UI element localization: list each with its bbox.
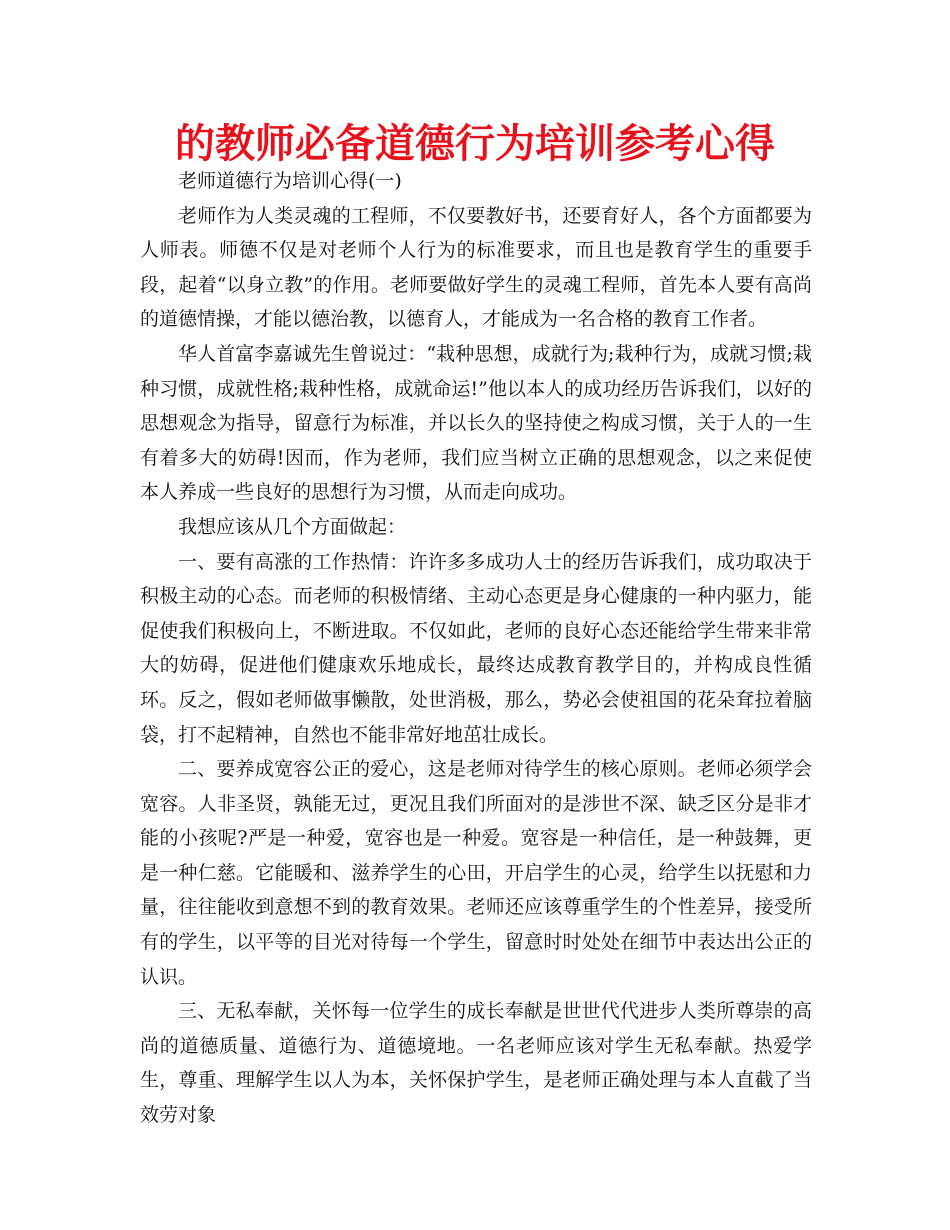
document-title: 的教师必备道德行为培训参考心得 [175,121,775,167]
body-paragraph: 二、要养成宽容公正的爱心，这是老师对待学生的核心原则。老师必须学会宽容。人非圣贤，孰能无过，更况且我们所面对的是涉世不深、缺乏区分是非才能的小孩呢?严是一种爱，宽容也是一种爱。宽容是一种信任，是一种鼓舞，更是一种仁慈。它能暖和、滋养学生的心田，开启学生的心灵，给学生以抚慰和力量，往往能收到意想不到的教育效果。老师还应该尊重学生的个性差异，接受所有的学生，以平等的目光对待每一个学生，留意时时处处在细节中表达出公正的认识。 [140,758,812,988]
subtitle-paragraph: 老师道德行为培训心得(一) [178,170,402,192]
document-body [140,164,812,1133]
body-paragraph: 我想应该从几个方面做起： [178,515,407,538]
body-paragraph: 老师作为人类灵魂的工程师，不仅要教好书，还要育好人，各个方面都要为人师表。师德不仅是对老师个人行为的标准要求，而且也是教育学生的重要手段，起着“以身立教”的作用。老师要做好学生的灵魂工程师，首先本人要有高尚的道德情操，才能以德治教，以德育人，才能成为一名合格的教育工作者。 [140,204,812,331]
body-paragraph: 一、要有高涨的工作热情：许许多多成功人士的经历告诉我们，成功取决于积极主动的心态。而老师的积极情绪、主动心态更是身心健康的一种内驱力，能促使我们积极向上，不断进取。不仅如此，老师的良好心态还能给学生带来非常大的妨碍，促进他们健康欢乐地成长，最终达成教育教学目的，并构成良性循环。反之，假如老师做事懒散，处世消极，那么，势必会使祖国的花朵耷拉着脑袋，打不起精神，自然也不能非常好地茁壮成长。 [140,550,812,746]
body-paragraph: 三、无私奉献，关怀每一位学生的成长奉献是世世代代进步人类所尊崇的高尚的道德质量、道德行为、道德境地。一名老师应该对学生无私奉献。热爱学生，尊重、理解学生以人为本，关怀保护学生，是老师正确处理与本人直截了当效劳对象 [140,1000,812,1127]
body-paragraph: 华人首富李嘉诚先生曾说过：“栽种思想，成就行为;栽种行为，成就习惯;栽种习惯，成就性格;栽种性格，成就命运!”他以本人的成功经历告诉我们，以好的思想观念为指导，留意行为标准，并以长久的坚持使之构成习惯，关于人的一生有着多大的妨碍!因而，作为老师，我们应当树立正确的思想观念，以之来促使本人养成一些良好的思想行为习惯，从而走向成功。 [140,342,812,504]
